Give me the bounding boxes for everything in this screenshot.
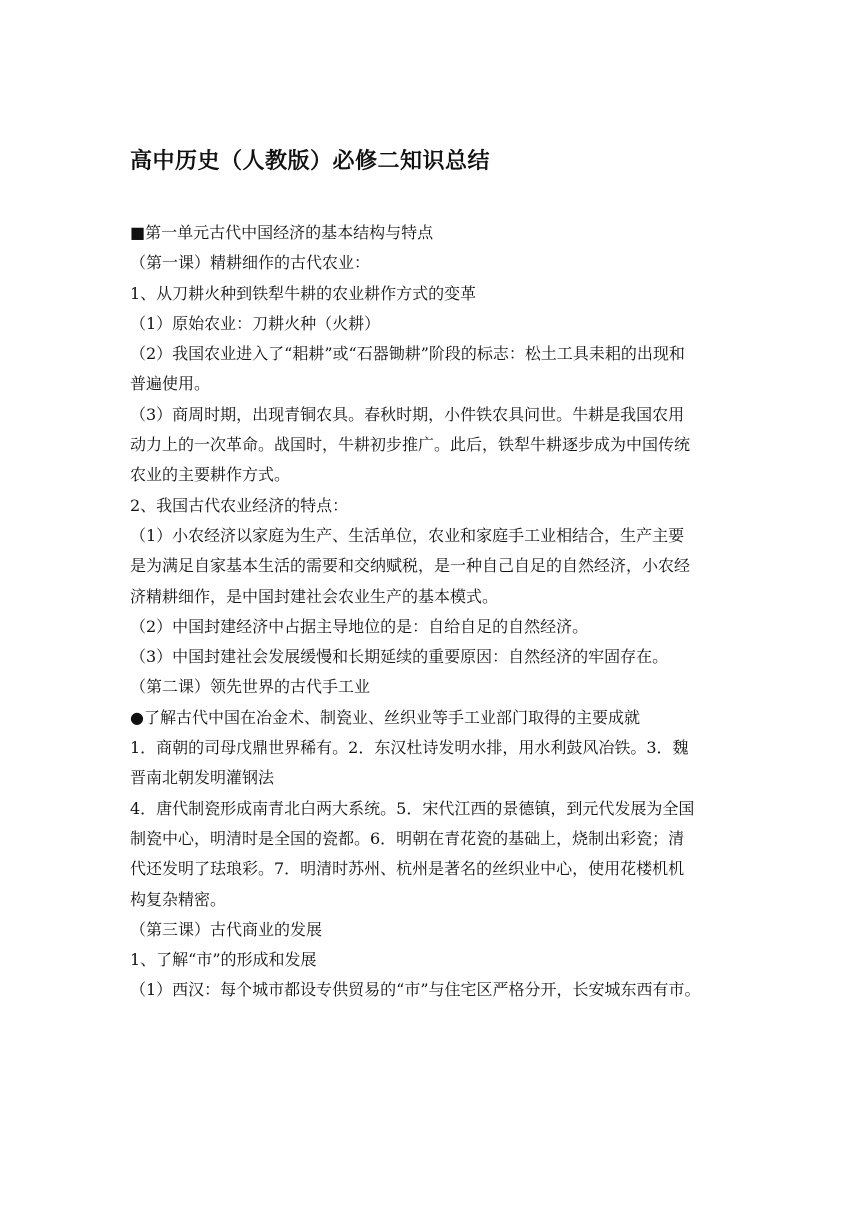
lesson-heading: （第二课）领先世界的古代手工业 [130,677,371,697]
paragraph-line: 农业的主要耕作方式。 [130,465,291,485]
paragraph-line: 2、我国古代农业经济的特点： [130,495,349,515]
paragraph-line: 晋南北朝发明灌钢法 [130,768,275,788]
document-title: 高中历史（人教版）必修二知识总结 [130,148,491,174]
paragraph-line: （1）原始农业：刀耕火种（火耕） [130,313,381,333]
paragraph-line: 1、了解“市”的形成和发展 [130,950,317,970]
paragraph-line: 济精耕细作，是中国封建社会农业生产的基本模式。 [130,586,499,606]
paragraph-line: 普遍使用。 [130,374,211,394]
paragraph-line: 1．商朝的司母戊鼎世界稀有。2．东汉杜诗发明水排，用水利鼓风冶铁。3．魏 [130,738,689,758]
lesson-heading: （第三课）古代商业的发展 [130,919,323,939]
paragraph-line: （2）我国农业进入了“耜耕”或“石器锄耕”阶段的标志：松土工具耒耜的出现和 [130,344,685,364]
paragraph-line: 制瓷中心，明清时是全国的瓷都。6．明朝在青花瓷的基础上，烧制出彩瓷；清 [130,828,685,848]
paragraph-line: 是为满足自家基本生活的需要和交纳赋税，是一种自己自足的自然经济，小农经 [130,556,691,576]
paragraph-line: 动力上的一次革命。战国时，牛耕初步推广。此后，铁犁牛耕逐步成为中国传统 [130,435,691,455]
paragraph-line: （1）小农经济以家庭为生产、生活单位，农业和家庭手工业相结合，生产主要 [130,525,685,545]
paragraph-line: 1、从刀耕火种到铁犁牛耕的农业耕作方式的变革 [130,283,477,303]
document-body [130,218,735,1006]
paragraph-line: 构复杂精密。 [130,889,227,909]
paragraph-line: 代还发明了珐琅彩。7．明清时苏州、杭州是著名的丝织业中心，使用花楼机机 [130,859,685,879]
paragraph-line: （1）西汉：每个城市都设专供贸易的“市”与住宅区严格分开，长安城东西有市。 [130,980,701,1000]
lesson-heading: （第一课）精耕细作的古代农业： [130,253,371,273]
paragraph-line: ●了解古代中国在冶金术、制瓷业、丝织业等手工业部门取得的主要成就 [130,707,640,727]
paragraph-line: 4．唐代制瓷形成南青北白两大系统。5．宋代江西的景德镇，到元代发展为全国 [130,798,695,818]
paragraph-line: （3）商周时期，出现青铜农具。春秋时期，小件铁农具问世。牛耕是我国农用 [130,404,685,424]
paragraph-line: （2）中国封建经济中占据主导地位的是：自给自足的自然经济。 [130,616,589,636]
unit-heading: ■第一单元古代中国经济的基本结构与特点 [130,223,434,242]
paragraph-line: （3）中国封建社会发展缓慢和长期延续的重要原因：自然经济的牢固存在。 [130,647,669,667]
